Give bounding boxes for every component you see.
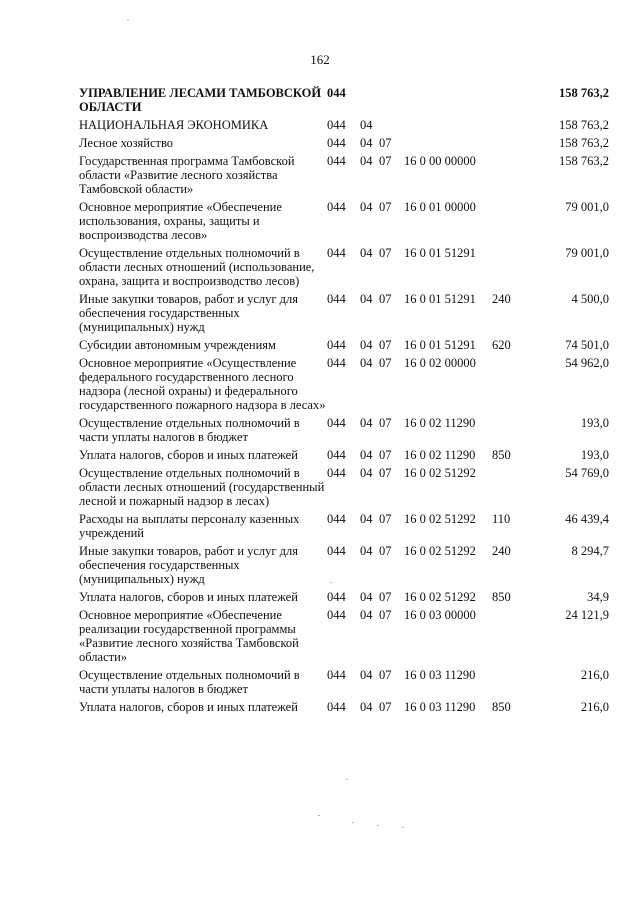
row-ved-code: 044: [327, 700, 346, 714]
table-row: [79, 466, 609, 512]
row-pr-code: 07: [379, 448, 392, 462]
row-pr-code: 07: [379, 416, 392, 430]
row-pr-code: 07: [379, 590, 392, 604]
row-pr-code: 07: [379, 136, 392, 150]
row-pr-code: 07: [379, 154, 392, 168]
row-ved-code: 044: [327, 512, 346, 526]
row-name: Уплата налогов, сборов и иных платежей: [79, 700, 298, 714]
table-row: [79, 118, 609, 136]
row-name: Иные закупки товаров, работ и услуг для обеспечения государственных (муниципальных) нужд: [79, 544, 299, 586]
table-row: [79, 512, 609, 544]
row-pr-code: 07: [379, 512, 392, 526]
scan-speck: [346, 779, 348, 780]
row-name: Осуществление отдельных полномочий в части уплаты налогов в бюджет: [79, 416, 300, 444]
row-rz-code: 04: [360, 292, 373, 306]
row-rz-code: 04: [360, 544, 373, 558]
row-rz-code: 04: [360, 118, 373, 132]
row-csr-code: [404, 136, 492, 154]
row-rz-code: 04: [360, 700, 373, 714]
row-name: Уплата налогов, сборов и иных платежей: [79, 448, 298, 462]
row-sum: 216,0: [580, 700, 609, 714]
row-name: Государственная программа Тамбовской области «Развитие лесного хозяйства Тамбовской области»: [79, 154, 295, 196]
row-name: Основное мероприятие «Обеспечение использования, охраны, защиты и воспроизводства лесов»: [79, 200, 282, 242]
row-pr-code: 07: [379, 668, 392, 682]
row-ved-code: 044: [327, 608, 346, 622]
row-rz-code: 04: [360, 356, 373, 370]
table-row: [79, 448, 609, 466]
row-name: Осуществление отдельных полномочий в области лесных отношений (использование, охрана, защита и воспроизводство лесов): [79, 246, 315, 288]
row-pr-code: 07: [379, 356, 392, 370]
row-csr-code: 16 0 02 51292: [404, 512, 476, 526]
row-rz-code: 04: [360, 338, 373, 352]
row-vr-code: 110: [492, 512, 511, 526]
table-row: [79, 416, 609, 448]
table-row: [79, 338, 609, 356]
row-csr-code: 16 0 03 11290: [404, 700, 476, 714]
row-pr-code: 07: [379, 338, 392, 352]
row-csr-code: 16 0 02 51292: [404, 590, 476, 604]
row-vr-code: 620: [492, 338, 511, 352]
scan-speck: [318, 815, 320, 816]
row-csr-code: 16 0 02 11290: [404, 416, 476, 430]
row-pr-code: 07: [379, 246, 392, 260]
table-row: [79, 86, 609, 118]
row-ved-code: 044: [327, 668, 346, 682]
row-vr-code: 850: [492, 590, 511, 604]
row-ved-code: 044: [327, 118, 346, 132]
row-rz-code: [360, 86, 379, 118]
row-ved-code: 044: [327, 416, 346, 430]
table-row: [79, 246, 609, 292]
row-sum: 193,0: [580, 416, 609, 430]
row-vr-code: [492, 246, 532, 292]
row-rz-code: 04: [360, 154, 373, 168]
row-rz-code: 04: [360, 590, 373, 604]
row-pr-code: 07: [379, 200, 392, 214]
row-csr-code: 16 0 02 11290: [404, 448, 476, 462]
row-ved-code: 044: [327, 544, 346, 558]
row-vr-code: [492, 200, 532, 246]
row-ved-code: 044: [327, 466, 346, 480]
scan-speck: [352, 822, 354, 823]
row-rz-code: 04: [360, 668, 373, 682]
row-rz-code: 04: [360, 246, 373, 260]
table-row: [79, 356, 609, 416]
row-ved-code: 044: [327, 136, 346, 150]
table-row: [79, 200, 609, 246]
row-sum: 8 294,7: [571, 544, 609, 558]
row-pr-code: 07: [379, 466, 392, 480]
row-ved-code: 044: [327, 200, 346, 214]
scan-speck: [127, 20, 129, 21]
row-name: Расходы на выплаты персоналу казенных учреждений: [79, 512, 300, 540]
row-name: Лесное хозяйство: [79, 136, 174, 150]
row-name: Уплата налогов, сборов и иных платежей: [79, 590, 298, 604]
row-ved-code: 044: [327, 356, 346, 370]
table-row: [79, 136, 609, 154]
row-name: УПРАВЛЕНИЕ ЛЕСАМИ ТАМБОВСКОЙ ОБЛАСТИ: [79, 86, 322, 114]
row-rz-code: 04: [360, 136, 373, 150]
row-rz-code: 04: [360, 200, 373, 214]
row-csr-code: 16 0 01 00000: [404, 200, 476, 214]
row-vr-code: [492, 416, 532, 448]
row-rz-code: 04: [360, 608, 373, 622]
scan-speck: [330, 582, 332, 583]
row-ved-code: 044: [327, 338, 346, 352]
row-csr-code: [404, 118, 492, 136]
row-name: Осуществление отдельных полномочий в части уплаты налогов в бюджет: [79, 668, 300, 696]
row-vr-code: [492, 466, 532, 512]
row-vr-code: 850: [492, 448, 511, 462]
row-rz-code: 04: [360, 512, 373, 526]
row-name: Субсидии автономным учреждениям: [79, 338, 276, 352]
page-number: 162: [310, 52, 330, 67]
table-row: [79, 590, 609, 608]
table-body: [79, 86, 609, 718]
table-row: [79, 668, 609, 700]
row-sum: 54 769,0: [565, 466, 609, 480]
budget-table: [79, 86, 609, 718]
row-ved-code: 044: [327, 590, 346, 604]
row-sum: 54 962,0: [565, 356, 609, 370]
row-pr-code: 07: [379, 544, 392, 558]
row-vr-code: [492, 154, 532, 200]
row-sum: 158 763,2: [559, 86, 609, 100]
row-name: Иные закупки товаров, работ и услуг для обеспечения государственных (муниципальных) нужд: [79, 292, 299, 334]
row-rz-code: 04: [360, 416, 373, 430]
row-vr-code: [492, 86, 532, 118]
scan-speck: [402, 827, 404, 828]
row-sum: 158 763,2: [559, 136, 609, 150]
row-sum: 74 501,0: [565, 338, 609, 352]
row-sum: 34,9: [587, 590, 609, 604]
row-vr-code: 240: [492, 544, 511, 558]
row-vr-code: [492, 136, 532, 154]
row-name: Осуществление отдельных полномочий в области лесных отношений (государственный лесной и пожарный надзор в лесах): [79, 466, 325, 508]
row-vr-code: 850: [492, 700, 511, 714]
row-name: Основное мероприятие «Обеспечение реализации государственной программы «Развитие лесного хозяйства Тамбовской области»: [79, 608, 299, 664]
row-ved-code: 044: [327, 448, 346, 462]
row-rz-code: 04: [360, 448, 373, 462]
table-row: [79, 292, 609, 338]
row-pr-code: [379, 86, 404, 118]
row-sum: 4 500,0: [571, 292, 609, 306]
row-pr-code: [379, 118, 404, 136]
row-vr-code: [492, 668, 532, 700]
row-csr-code: 16 0 02 51292: [404, 466, 476, 480]
row-ved-code: 044: [327, 86, 346, 100]
row-vr-code: [492, 356, 532, 416]
row-csr-code: 16 0 02 00000: [404, 356, 476, 370]
row-vr-code: [492, 118, 532, 136]
row-pr-code: 07: [379, 700, 392, 714]
row-rz-code: 04: [360, 466, 373, 480]
row-csr-code: 16 0 01 51291: [404, 338, 476, 352]
row-csr-code: [404, 86, 492, 118]
table-row: [79, 700, 609, 718]
row-csr-code: 16 0 02 51292: [404, 544, 476, 558]
row-ved-code: 044: [327, 154, 346, 168]
scan-speck: [377, 825, 379, 826]
row-csr-code: 16 0 01 51291: [404, 246, 476, 260]
table-row: [79, 608, 609, 668]
row-sum: 46 439,4: [565, 512, 609, 526]
row-sum: 24 121,9: [565, 608, 609, 622]
row-sum: 193,0: [580, 448, 609, 462]
row-csr-code: 16 0 00 00000: [404, 154, 476, 168]
row-pr-code: 07: [379, 292, 392, 306]
row-sum: 216,0: [580, 668, 609, 682]
table-row: [79, 544, 609, 590]
row-sum: 79 001,0: [565, 246, 609, 260]
row-sum: 79 001,0: [565, 200, 609, 214]
row-csr-code: 16 0 03 11290: [404, 668, 476, 682]
row-name: НАЦИОНАЛЬНАЯ ЭКОНОМИКА: [79, 118, 269, 132]
row-sum: 158 763,2: [559, 118, 609, 132]
table-row: [79, 154, 609, 200]
row-ved-code: 044: [327, 246, 346, 260]
row-csr-code: 16 0 01 51291: [404, 292, 476, 306]
row-vr-code: [492, 608, 532, 668]
row-csr-code: 16 0 03 00000: [404, 608, 476, 622]
row-sum: 158 763,2: [559, 154, 609, 168]
row-vr-code: 240: [492, 292, 511, 306]
row-pr-code: 07: [379, 608, 392, 622]
row-name: Основное мероприятие «Осуществление федерального государственного лесного надзора (лесной охраны) и федерального государственного пожарного надзора в лесах»: [79, 356, 326, 412]
row-ved-code: 044: [327, 292, 346, 306]
